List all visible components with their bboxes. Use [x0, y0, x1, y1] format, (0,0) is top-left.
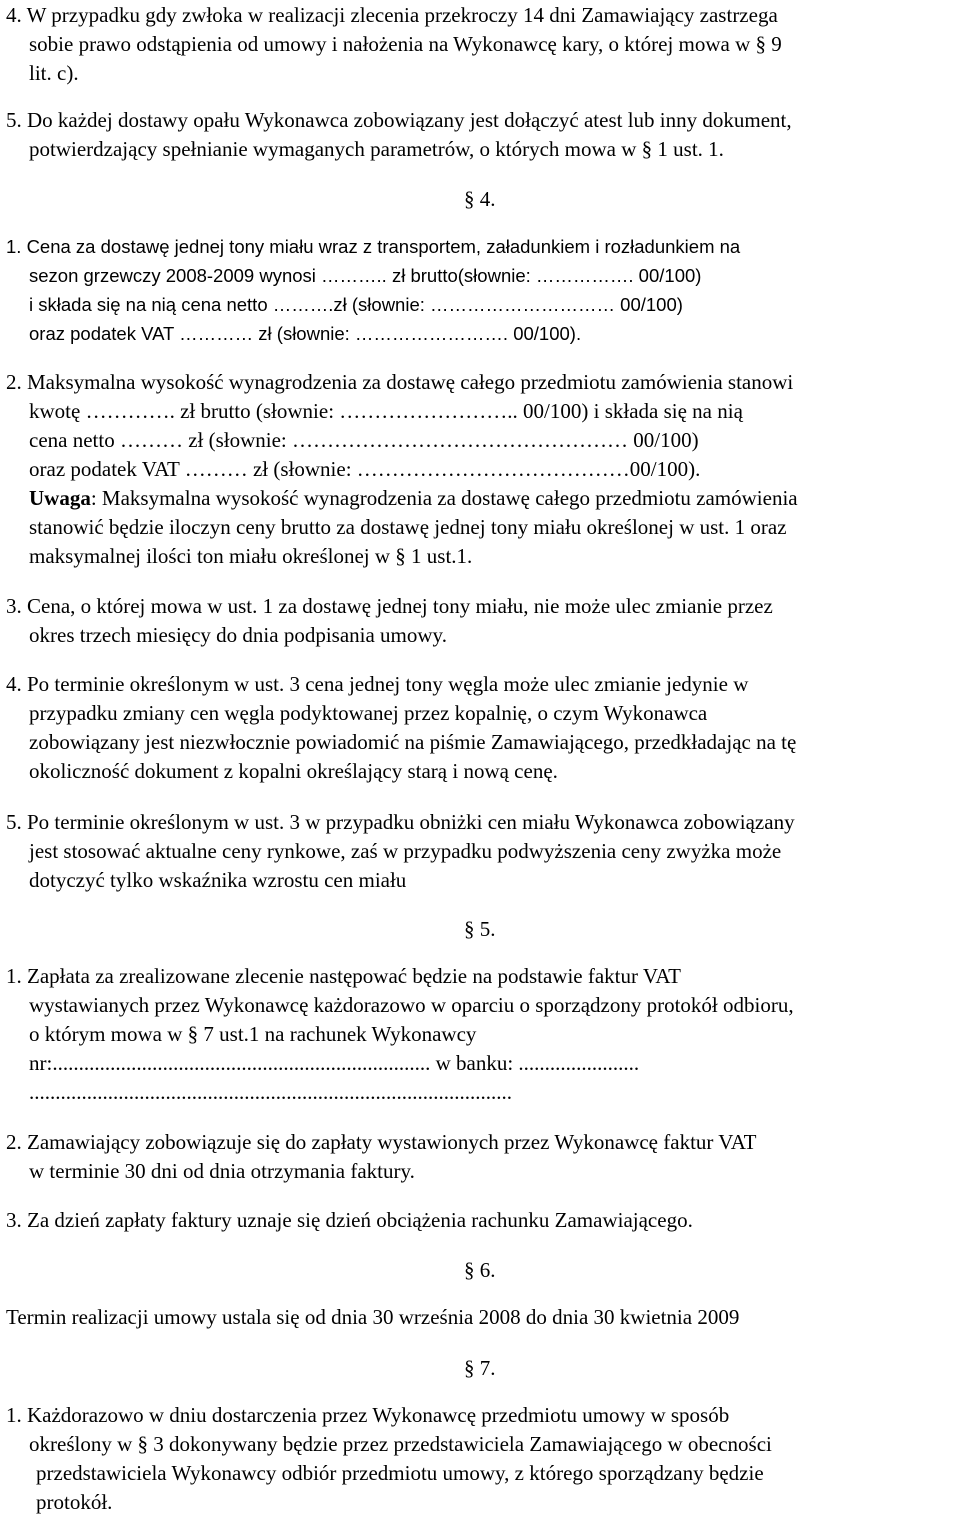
- section-6-heading: § 6.: [464, 1258, 496, 1282]
- s4-item5-line3: dotyczyć tylko wskaźnika wzrostu cen miału: [29, 868, 407, 892]
- p4-item4-line2: sobie prawo odstąpienia od umowy i nałożenia na Wykonawcę kary, o której mowa w § 9: [29, 32, 782, 56]
- s6-text: Termin realizacji umowy ustala się od dnia 30 września 2008 do dnia 30 kwietnia 2009: [6, 1305, 740, 1329]
- section-7-heading: § 7.: [464, 1356, 496, 1380]
- uwaga-line2: stanowić będzie iloczyn ceny brutto za dostawę jednej tony miału określonej w ust. 1 oraz: [29, 515, 787, 539]
- p4-item5-line1: 5. Do każdej dostawy opału Wykonawca zobowiązany jest dołączyć atest lub inny dokument,: [6, 108, 792, 132]
- uwaga-label: Uwaga: [29, 486, 91, 510]
- s4-item1-line4: oraz podatek VAT ………… zł (słownie: ……………………. 00/100).: [29, 323, 582, 344]
- section-5-heading: § 5.: [464, 917, 496, 941]
- uwaga-line3: maksymalnej ilości ton miału określonej w § 1 ust.1.: [29, 544, 473, 568]
- s7-item1-line4: protokół.: [36, 1490, 113, 1514]
- s4-item4-line1: 4. Po terminie określonym w ust. 3 cena jednej tony węgla może ulec zmianie jedynie w: [6, 672, 749, 696]
- uwaga-line1: [29, 484, 798, 513]
- p4-item4-line3: lit. c).: [29, 61, 79, 85]
- s4-item2-line4: oraz podatek VAT ……… zł (słownie: …………………………………00/100).: [29, 457, 701, 481]
- s4-item5-line2: jest stosować aktualne ceny rynkowe, zaś w przypadku podwyższenia ceny zwyżka może: [29, 839, 782, 863]
- s4-item1-line2: sezon grzewczy 2008-2009 wynosi ……….. zł brutto(słownie: ……………. 00/100): [29, 265, 702, 286]
- s5-item3-line1: 3. Za dzień zapłaty faktury uznaje się dzień obciążenia rachunku Zamawiającego.: [6, 1208, 693, 1232]
- s5-item1-line2: wystawianych przez Wykonawcę każdorazowo w oparciu o sporządzony protokół odbioru,: [29, 993, 794, 1017]
- s4-item2-line2: kwotę …………. zł brutto (słownie: …………………….. 00/100) i składa się na nią: [29, 399, 743, 423]
- p4-item5-line2: potwierdzający spełnianie wymaganych parametrów, o których mowa w § 1 ust. 1.: [29, 137, 724, 161]
- s4-item4-line4: okoliczność dokument z kopalni określający starą i nową cenę.: [29, 759, 558, 783]
- s4-item4-line3: zobowiązany jest niezwłocznie powiadomić na piśmie Zamawiającego, przedkładając na tę: [29, 730, 797, 754]
- s5-item1-line5: ............................................................................................: [29, 1080, 512, 1104]
- s7-item1-line2: określony w § 3 dokonywany będzie przez przedstawiciela Zamawiającego w obecności: [29, 1432, 772, 1456]
- s5-item1-line3: o którym mowa w § 7 ust.1 na rachunek Wykonawcy: [29, 1022, 477, 1046]
- s7-item1-line1: 1. Każdorazowo w dniu dostarczenia przez Wykonawcę przedmiotu umowy w sposób: [6, 1403, 730, 1427]
- s5-item2-line2: w terminie 30 dni od dnia otrzymania faktury.: [29, 1159, 415, 1183]
- s4-item5-line1: 5. Po terminie określonym w ust. 3 w przypadku obniżki cen miału Wykonawca zobowiązany: [6, 810, 795, 834]
- s7-item1-line3: przedstawiciela Wykonawcy odbiór przedmiotu umowy, z którego sporządzany będzie: [36, 1461, 764, 1485]
- s4-item3-line1: 3. Cena, o której mowa w ust. 1 za dostawę jednej tony miału, nie może ulec zmianie przez: [6, 594, 773, 618]
- section-4-heading: § 4.: [464, 187, 496, 211]
- s5-item2-line1: 2. Zamawiający zobowiązuje się do zapłaty wystawionych przez Wykonawcę faktur VAT: [6, 1130, 757, 1154]
- s4-item1-line3: i składa się na nią cena netto ……….zł (słownie: ………………………… 00/100): [29, 294, 683, 315]
- uwaga-text: : Maksymalna wysokość wynagrodzenia za dostawę całego przedmiotu zamówienia: [90, 486, 798, 510]
- s4-item3-line2: okres trzech miesięcy do dnia podpisania umowy.: [29, 623, 447, 647]
- s4-item2-line3: cena netto ……… zł (słownie: ………………………………………… 00/100): [29, 428, 699, 452]
- s5-item1-line1: 1. Zapłata za zrealizowane zlecenie następować będzie na podstawie faktur VAT: [6, 964, 681, 988]
- s4-item2-line1: 2. Maksymalna wysokość wynagrodzenia za dostawę całego przedmiotu zamówienia stanowi: [6, 370, 794, 394]
- s4-item1-line1: 1. Cena za dostawę jednej tony miału wraz z transportem, załadunkiem i rozładunkiem na: [6, 236, 741, 257]
- s5-item1-line4: nr:........................................................................ w banku: .......................: [29, 1051, 640, 1075]
- s4-item4-line2: przypadku zmiany cen węgla podyktowanej przez kopalnię, o czym Wykonawca: [29, 701, 708, 725]
- p4-item4-line1: 4. W przypadku gdy zwłoka w realizacji zlecenia przekroczy 14 dni Zamawiający zastrzega: [6, 3, 778, 27]
